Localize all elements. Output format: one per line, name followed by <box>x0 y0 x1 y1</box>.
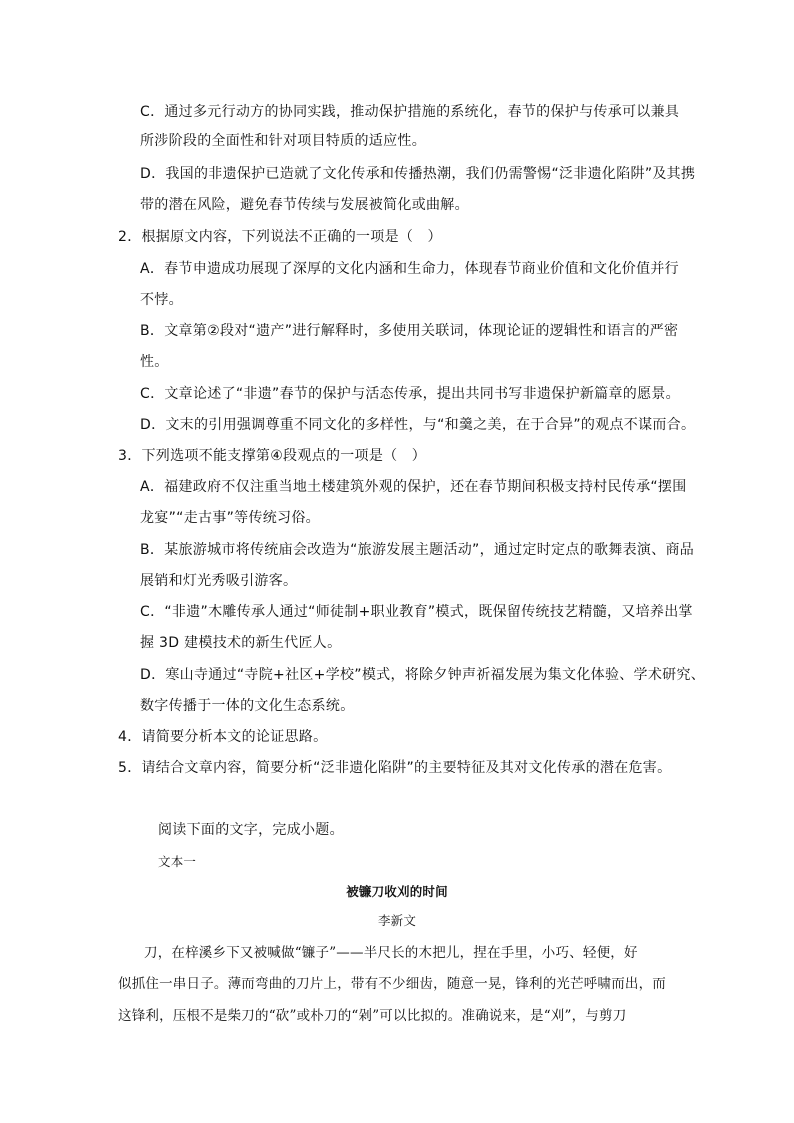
question-4: 4．请简要分析本文的论证思路。 <box>118 729 328 745</box>
option-c-q1: C．通过多元行动方的协同实践，推动保护措施的系统化，春节的保护与传承可以兼具 <box>140 104 680 120</box>
option-b-q3-cont: 展销和灯光秀吸引游客。 <box>140 573 298 589</box>
option-c-q3-cont: 握 3D 建模技术的新生代匠人。 <box>140 635 342 651</box>
reading-instruction: 阅读下面的文字，完成小题。 <box>158 822 344 838</box>
option-d-q2: D．文末的引用强调尊重不同文化的多样性，与“和羹之美，在于合异”的观点不谋而合。 <box>140 417 696 433</box>
article-author: 李新文 <box>377 913 417 928</box>
question-3: 3．下列选项不能支撑第④段观点的一项是（ ） <box>118 448 427 464</box>
option-a-q2: A．春节申遗成功展现了深厚的文化内涵和生命力，体现春节商业价值和文化价值并行 <box>140 261 679 277</box>
question-2: 2．根据原文内容，下列说法不正确的一项是（ ） <box>118 229 442 245</box>
option-d-q1: D．我国的非遗保护已造就了文化传承和传播热潮，我们仍需警惕“泛非遗化陷阱”及其携 <box>140 166 696 182</box>
option-b-q3: B．某旅游城市将传统庙会改造为“旅游发展主题活动”，通过定时定点的歌舞表演、商品 <box>140 542 695 558</box>
option-d-q3: D．寒山寺通过“寺院+社区+学校”模式，将除夕钟声祈福发展为集文化体验、学术研究、 <box>140 667 706 683</box>
text-one-label: 文本一 <box>158 854 197 869</box>
option-c-q1-cont: 所涉阶段的全面性和针对项目特质的适应性。 <box>140 133 426 149</box>
question-5: 5．请结合文章内容，简要分析“泛非遗化陷阱”的主要特征及其对文化传承的潜在危害。 <box>118 760 672 776</box>
paragraph-line-2: 似抓住一串日子。薄而弯曲的刀片上，带有不少细齿，随意一晃，锋利的光芒呼啸而出，而 <box>118 976 666 992</box>
option-a-q3: A．福建政府不仅注重当地土楼建筑外观的保护，还在春节期间积极支持村民传承“摆围 <box>140 479 687 495</box>
option-d-q1-cont: 带的潜在风险，避免春节传续与发展被简化或曲解。 <box>140 197 469 213</box>
article-title: 被镰刀收刈的时间 <box>346 884 448 899</box>
option-d-q3-cont: 数字传播于一体的文化生态系统。 <box>140 698 355 714</box>
option-c-q2: C．文章论述了“非遗”春节的保护与活态传承，提出共同书写非遗保护新篇章的愿景。 <box>140 386 680 402</box>
option-a-q2-cont: 不悖。 <box>140 292 183 308</box>
paragraph-line-1: 刀，在梓溪乡下又被喊做“镰子”——半尺长的木把儿，捏在手里，小巧、轻便，好 <box>144 945 638 961</box>
paragraph-line-3: 这锋利，压根不是柴刀的“砍”或朴刀的“剁”可以比拟的。准确说来，是“刈”，与剪刀 <box>118 1008 627 1024</box>
option-b-q2: B．文章第②段对“遗产”进行解释时，多使用关联词，体现论证的逻辑性和语言的严密 <box>140 323 679 339</box>
option-c-q3: C．“非遗”木雕传承人通过“师徒制+职业教育”模式，既保留传统技艺精髓，又培养出掌 <box>140 604 693 620</box>
option-b-q2-cont: 性。 <box>140 354 169 370</box>
option-a-q3-cont: 龙宴”“走古事”等传统习俗。 <box>140 510 320 526</box>
